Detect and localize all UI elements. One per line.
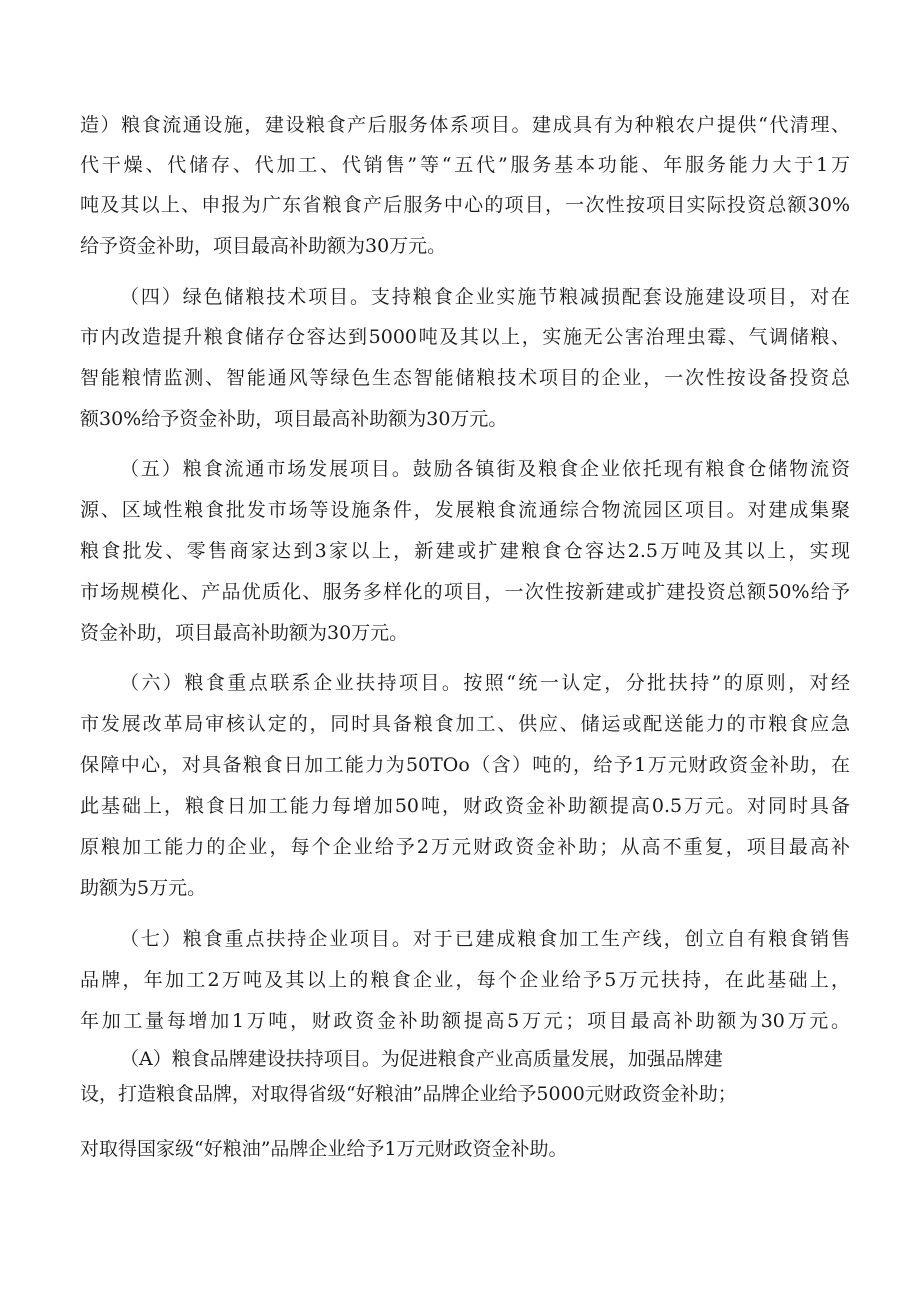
paragraph-4-line-5: 原粮加工能力的企业，每个企业给予2万元财政资金补助；从高不重复，项目最高补 xyxy=(80,836,850,858)
paragraph-3-line-5: 资金补助，项目最高补助额为30万元。 xyxy=(80,622,409,644)
paragraph-1-line-1: 造）粮食流通设施，建设粮食产后服务体系项目。建成具有为种粮农户提供“代清理、 xyxy=(80,114,850,136)
paragraph-4-line-1: （六）粮食重点联系企业扶持项目。按照“统一认定，分批扶持”的原则，对经 xyxy=(120,672,850,694)
paragraph-5-line-2: 品牌，年加工2万吨及其以上的粮食企业，每个企业给予5万元扶持，在此基础上， xyxy=(80,969,850,991)
paragraph-3-line-2: 源、区域性粮食批发市场等设施条件，发展粮食流通综合物流园区项目。对建成集聚 xyxy=(80,499,850,521)
paragraph-6-line-1: （A）粮食品牌建设扶持项目。为促进粮食产业高质量发展，加强品牌建 xyxy=(120,1048,723,1070)
paragraph-3-line-3: 粮食批发、零售商家达到3家以上，新建或扩建粮食仓容达2.5万吨及其以上，实现 xyxy=(80,540,850,562)
paragraph-2-line-2: 市内改造提升粮食储存仓容达到5000吨及其以上，实施无公害治理虫霉、气调储粮、 xyxy=(80,326,850,348)
paragraph-1-line-3: 吨及其以上、申报为广东省粮食产后服务中心的项目，一次性按项目实际投资总额30% xyxy=(80,194,850,216)
paragraph-2-line-4: 额30%给予资金补助，项目最高补助额为30万元。 xyxy=(80,408,508,430)
paragraph-4-line-4: 此基础上，粮食日加工能力每增加50吨，财政资金补助额提高0.5万元。对同时具备 xyxy=(80,795,850,817)
paragraph-5-line-1: （七）粮食重点扶持企业项目。对于已建成粮食加工生产线，创立自有粮食销售 xyxy=(120,928,850,950)
paragraph-3-line-1: （五）粮食流通市场发展项目。鼓励各镇街及粮食企业依托现有粮食仓储物流资 xyxy=(120,458,850,480)
paragraph-5-line-3: 年加工量每增加1万吨，财政资金补助额提高5万元；项目最高补助额为30万元。 xyxy=(80,1010,850,1032)
paragraph-4-line-6: 助额为5万元。 xyxy=(80,877,207,899)
paragraph-1-line-2: 代干燥、代储存、代加工、代销售”等“五代”服务基本功能、年服务能力大于1万 xyxy=(80,154,850,176)
paragraph-2-line-3: 智能粮情监测、智能通风等绿色生态智能储粮技术项目的企业，一次性按设备投资总 xyxy=(80,367,850,389)
paragraph-4-line-2: 市发展改革局审核认定的，同时具备粮食加工、供应、储运或配送能力的市粮食应急 xyxy=(80,713,850,735)
paragraph-2-line-1: （四）绿色储粮技术项目。支持粮食企业实施节粮减损配套设施建设项目，对在 xyxy=(120,286,850,308)
paragraph-6-line-3: 对取得国家级“好粮油”品牌企业给予1万元财政资金补助。 xyxy=(80,1138,568,1160)
paragraph-3-line-4: 市场规模化、产品优质化、服务多样化的项目，一次性按新建或扩建投资总额50%给予 xyxy=(80,581,850,603)
paragraph-6-line-2: 设，打造粮食品牌，对取得省级“好粮油”品牌企业给予5000元财政资金补助； xyxy=(80,1083,737,1105)
paragraph-1-line-4: 给予资金补助，项目最高补助额为30万元。 xyxy=(80,235,447,257)
paragraph-4-line-3: 保障中心，对具备粮食日加工能力为50TOo（含）吨的，给予1万元财政资金补助，在 xyxy=(80,754,850,776)
